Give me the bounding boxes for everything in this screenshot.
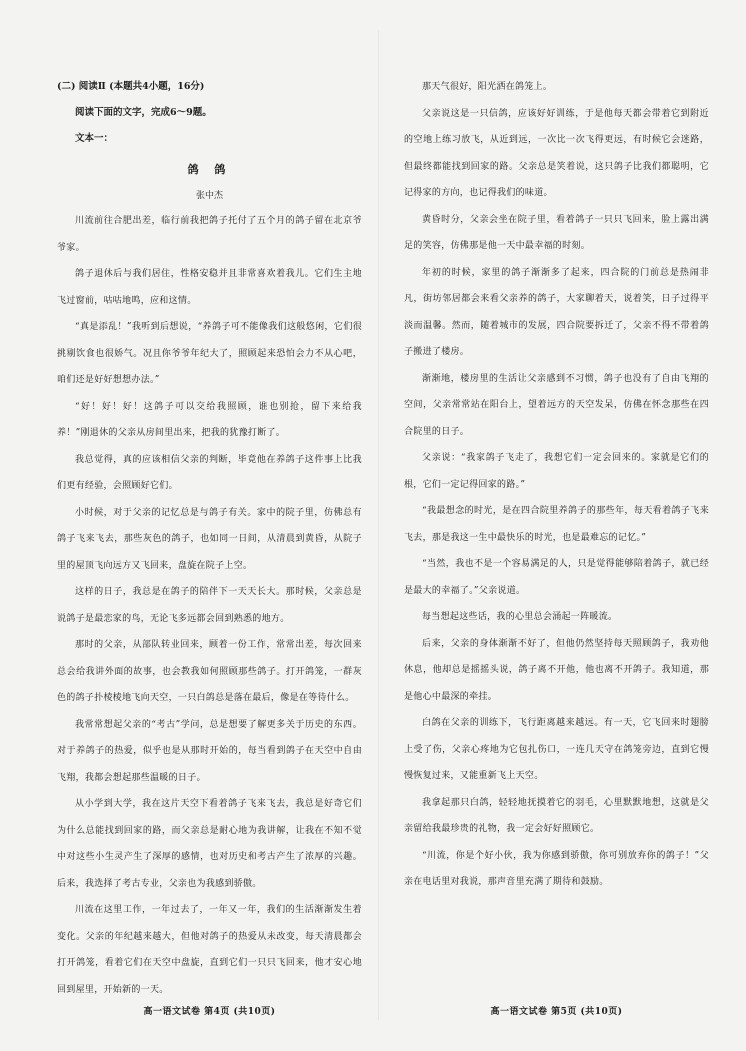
- paragraph: 我总觉得，真的应该相信父亲的判断，毕竟他在养鸽子这件事上比我们更有经验，会照顾好它们。: [57, 454, 362, 491]
- section-heading: (二) 阅读Ⅱ (本题共4小题，16分): [57, 81, 205, 92]
- paragraph: 那时的父亲，从部队转业回来，顾着一份工作，常常出差，每次回来总会给我讲外面的故事，也会教我如何照顾那些鸽子。打开鸽笼，一群灰色的鸽子扑棱棱地飞向天空，一只白鸽总是落在最后，像是在等待什么。: [57, 640, 362, 703]
- paragraph: “川流，你是个好小伙，我为你感到骄傲，你可别放弃你的鸽子！”父亲在电话里对我说，那声音里充满了期待和鼓励。: [404, 850, 709, 887]
- paragraph: 我拿起那只白鸽，轻轻地抚摸着它的羽毛，心里默默地想，这就是父亲留给我最珍贵的礼物，我一定会好好照顾它。: [404, 797, 709, 834]
- paragraph: “好！好！好！这鸽子可以交给我照顾，谁也别抢，留下来给我养！”刚退休的父亲从房间里出来，把我的犹豫打断了。: [57, 401, 362, 438]
- paragraph: 我常常想起父亲的“考古”学问，总是想要了解更多关于历史的东西。对于养鸽子的热爱，似乎也是从那时开始的，每当看到鸽子在天空中自由飞翔，我都会想起那些温暖的日子。: [57, 719, 362, 783]
- paragraph: “当然，我也不是一个容易满足的人，只是觉得能够陪着鸽子，就已经是最大的幸福了。”父亲说道。: [404, 559, 709, 596]
- paragraph: 白鸽在父亲的训练下，飞行距离越来越远。有一天，它飞回来时翅膀上受了伤，父亲心疼地为它包扎伤口，一连几天守在鸽笼旁边，直到它慢慢恢复过来，又能重新飞上天空。: [404, 718, 709, 781]
- paragraph: 那天气很好，阳光洒在鸽笼上。: [422, 82, 553, 92]
- paragraph: 小时候，对于父亲的记忆总是与鸽子有关。家中的院子里，仿佛总有鸽子飞来飞去，那些灰色的鸽子，也如同一日间，从清晨到黄昏，从院子里的屋顶飞向远方又飞回来，盘旋在院子上空。: [57, 507, 362, 571]
- paragraph: 川流前往合肥出差，临行前我把鸽子托付了五个月的鸽子留在北京爷爷家。: [57, 216, 362, 253]
- left-column: [57, 74, 362, 1003]
- paragraph: 渐渐地，楼房里的生活让父亲感到不习惯，鸽子也没有了自由飞翔的空间，父亲常常站在阳台上，望着远方的天空发呆，仿佛在怀念那些在四合院里的日子。: [404, 373, 709, 437]
- paragraph: 后来，父亲的身体渐渐不好了，但他仍然坚持每天照顾鸽子，我劝他休息，他却总是摇摇头说，鸽子离不开他，他也离不开鸽子。我知道，那是他心中最深的牵挂。: [404, 638, 709, 702]
- right-column: [404, 74, 709, 896]
- article-author: 张中杰: [195, 191, 223, 201]
- paragraph: 从小学到大学，我在这片天空下看着鸽子飞来飞去，我总是好奇它们为什么总能找到回家的路，而父亲总是耐心地为我讲解，让我在不知不觉中对这些小生灵产生了深厚的感情，也对历史和考古产生了浓厚的兴趣。后来，我选择了考古专业，父亲也为我感到骄傲。: [57, 799, 362, 889]
- paragraph: 这样的日子，我总是在鸽子的陪伴下一天天长大。那时候，父亲总是说鸽子是最恋家的鸟，无论飞多远都会回到熟悉的地方。: [57, 587, 362, 624]
- paragraph: 年初的时候，家里的鸽子渐渐多了起来，四合院的门前总是热闹非凡，街坊邻居都会来看父亲养的鸽子，大家聊着天，说着笑，日子过得平淡而温馨。然而，随着城市的发展，四合院要拆迁了，父亲不得不带着鸽子搬进了楼房。: [404, 267, 709, 357]
- page-footer-right: 高一语文试卷 第5页 (共10页): [490, 1007, 623, 1017]
- paragraph: 父亲说这是一只信鸽，应该好好训练，于是他每天都会带着它到附近的空地上练习放飞，从近到远，一次比一次飞得更远，有时候它会迷路，但最终都能找到回家的路。父亲总是笑着说，这只鸽子比我们都聪明，它记得家的方向，也记得我们的味道。: [404, 108, 709, 198]
- paragraph: 川流在这里工作，一年过去了，一年又一年，我们的生活渐渐发生着变化。父亲的年纪越来越大，但他对鸽子的热爱从未改变，每天清晨都会打开鸽笼，看着它们在天空中盘旋，直到它们一只只飞回来，他才安心地回到屋里，开始新的一天。: [57, 905, 362, 995]
- paragraph: 黄昏时分，父亲会坐在院子里，看着鸽子一只只飞回来，脸上露出满足的笑容，仿佛那是他一天中最幸福的时刻。: [404, 214, 709, 251]
- paragraph: 父亲说：“我家鸽子飞走了，我想它们一定会回来的。家就是它们的根，它们一定记得回家的路。”: [404, 453, 709, 490]
- article-title: 鸽 鸽: [187, 163, 232, 176]
- page-gutter: [378, 30, 379, 1020]
- paragraph: 鸽子退休后与我们居住，性格安稳并且非常喜欢着我儿。它们生主地飞过窗前，咕咕地鸣，应和这情。: [57, 269, 362, 306]
- paragraph: 每当想起这些话，我的心里总会涌起一阵暖流。: [422, 612, 618, 622]
- paragraph: “真是添乱！”我听到后想说，“养鸽子可不能像我们这般悠闲，它们很挑剔饮食也很娇气。况且你爷爷年纪大了，照顾起来恐怕会力不从心吧，咱们还是好好想想办法。”: [57, 322, 362, 385]
- text-label: 文本一：: [75, 133, 114, 144]
- page-footer-left: 高一语文试卷 第4页 (共10页): [143, 1007, 276, 1017]
- instruction: 阅读下面的文字，完成6～9题。: [75, 107, 212, 118]
- paragraph: “我最想念的时光，是在四合院里养鸽子的那些年，每天看着鸽子飞来飞去，那是我这一生中最快乐的时光，也是最难忘的记忆。”: [404, 506, 709, 543]
